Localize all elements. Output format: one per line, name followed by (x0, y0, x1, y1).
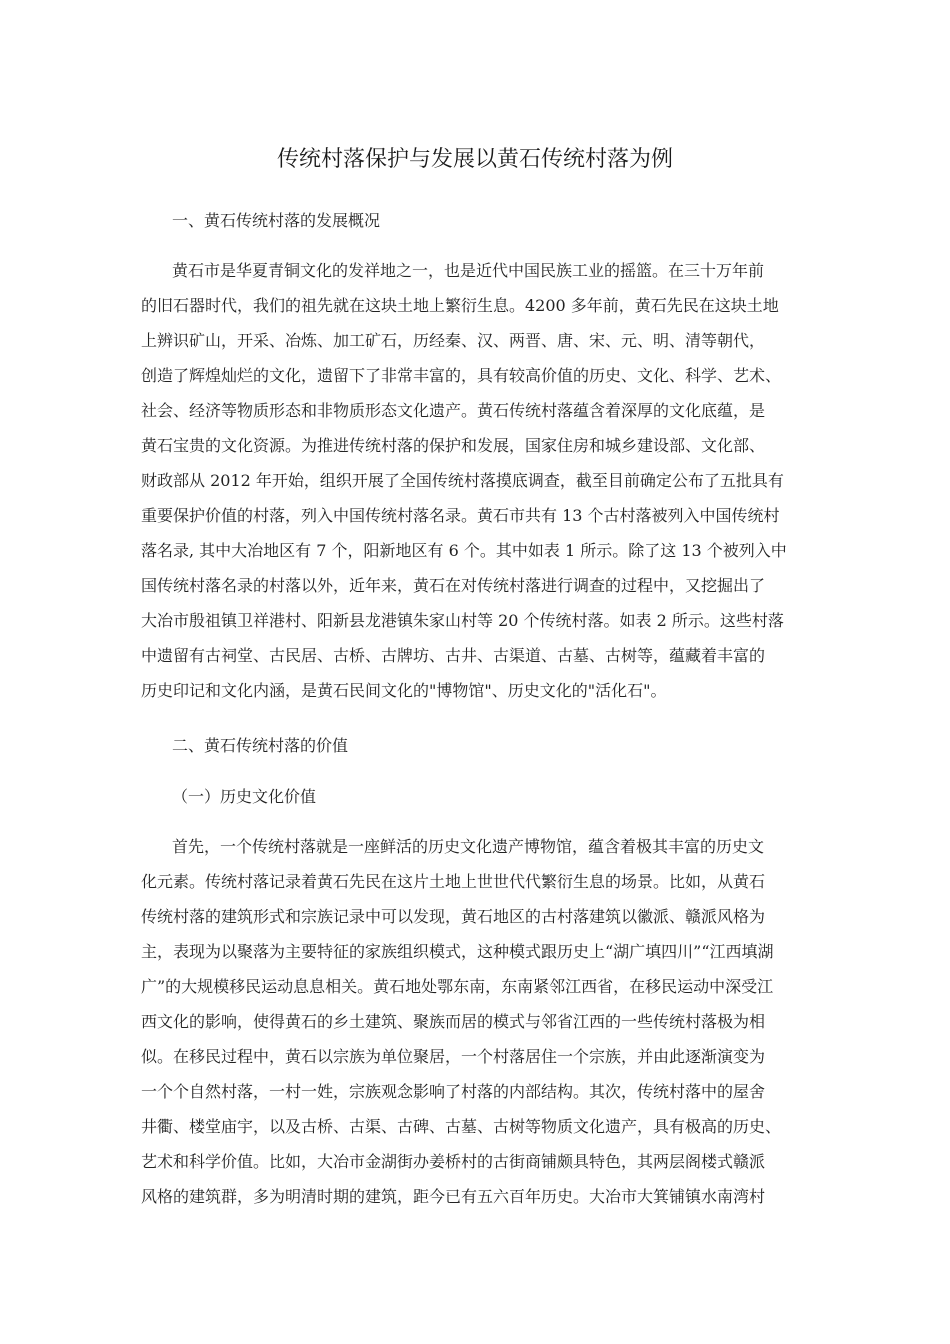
paragraph-line: 首先，一个传统村落就是一座鲜活的历史文化遗产博物馆，蕴含着极其丰富的历史文 (172, 837, 765, 856)
paragraph-line: 西文化的影响，使得黄石的乡土建筑、聚族而居的模式与邻省江西的一些传统村落极为相 (141, 1012, 766, 1031)
paragraph-line: 社会、经济等物质形态和非物质形态文化遗产。黄石传统村落蕴含着深厚的文化底蕴，是 (141, 401, 766, 420)
paragraph-line: 黄石市是华夏青铜文化的发祥地之一，也是近代中国民族工业的摇篮。在三十万年前 (172, 261, 765, 280)
paragraph-line: 上辨识矿山，开采、冶炼、加工矿石，历经秦、汉、两晋、唐、宋、元、明、清等朝代， (141, 331, 766, 350)
paragraph-line: 广”的大规模移民运动息息相关。黄石地处鄂东南，东南紧邻江西省，在移民运动中深受江 (141, 977, 774, 996)
paragraph-line: 传统村落的建筑形式和宗族记录中可以发现，黄石地区的古村落建筑以徽派、赣派风格为 (141, 907, 766, 926)
subsection-heading: （一）历史文化价值 (172, 787, 317, 806)
paragraph-line: 国传统村落名录的村落以外，近年来，黄石在对传统村落进行调查的过程中，又挖掘出了 (141, 576, 766, 595)
paragraph-line: 落名录, 其中大冶地区有 7 个，阳新地区有 6 个。其中如表 1 所示。除了这 13 个被列入中 (141, 541, 787, 560)
section-heading: 二、黄石传统村落的价值 (172, 736, 349, 755)
paragraph-line: 似。在移民过程中，黄石以宗族为单位聚居，一个村落居住一个宗族，并由此逐渐演变为 (141, 1047, 766, 1066)
paragraph-line: 化元素。传统村落记录着黄石先民在这片土地上世世代代繁衍生息的场景。比如，从黄石 (141, 872, 766, 891)
paragraph-line: 艺术和科学价值。比如，大冶市金湖街办姜桥村的古街商铺颇具特色，其两层阁楼式赣派 (141, 1152, 766, 1171)
paragraph-line: 重要保护价值的村落，列入中国传统村落名录。黄石市共有 13 个古村落被列入中国传统村 (141, 506, 780, 525)
paragraph-line: 一个个自然村落，一村一姓，宗族观念影响了村落的内部结构。其次，传统村落中的屋舍 (141, 1082, 766, 1101)
paragraph-line: 的旧石器时代，我们的祖先就在这块土地上繁衍生息。4200 多年前，黄石先民在这块土地 (141, 296, 779, 315)
section-heading: 一、黄石传统村落的发展概况 (172, 211, 381, 230)
paragraph-line: 创造了辉煌灿烂的文化，遗留下了非常丰富的，具有较高价值的历史、文化、科学、艺术、 (141, 366, 782, 385)
paragraph-line: 风格的建筑群，多为明清时期的建筑，距今已有五六百年历史。大冶市大箕铺镇水南湾村 (141, 1187, 766, 1206)
document-title: 传统村落保护与发展以黄石传统村落为例 (276, 147, 673, 172)
paragraph-line: 大冶市殷祖镇卫祥港村、阳新县龙港镇朱家山村等 20 个传统村落。如表 2 所示。这些村落 (141, 611, 784, 630)
paragraph-line: 中遗留有古祠堂、古民居、古桥、古牌坊、古井、古渠道、古墓、古树等，蕴藏着丰富的 (141, 646, 766, 665)
paragraph-line: 主，表现为以聚落为主要特征的家族组织模式，这种模式跟历史上“湖广填四川”“江西填湖 (141, 942, 774, 961)
paragraph-line: 黄石宝贵的文化资源。为推进传统村落的保护和发展，国家住房和城乡建设部、文化部、 (141, 436, 766, 455)
paragraph-line: 历史印记和文化内涵，是黄石民间文化的"博物馆"、历史文化的"活化石"。 (141, 681, 667, 700)
paragraph-line: 井衢、楼堂庙宇，以及古桥、古渠、古碑、古墓、古树等物质文化遗产，具有极高的历史、 (141, 1117, 782, 1136)
paragraph-line: 财政部从 2012 年开始，组织开展了全国传统村落摸底调查，截至目前确定公布了五批具有 (141, 471, 784, 490)
